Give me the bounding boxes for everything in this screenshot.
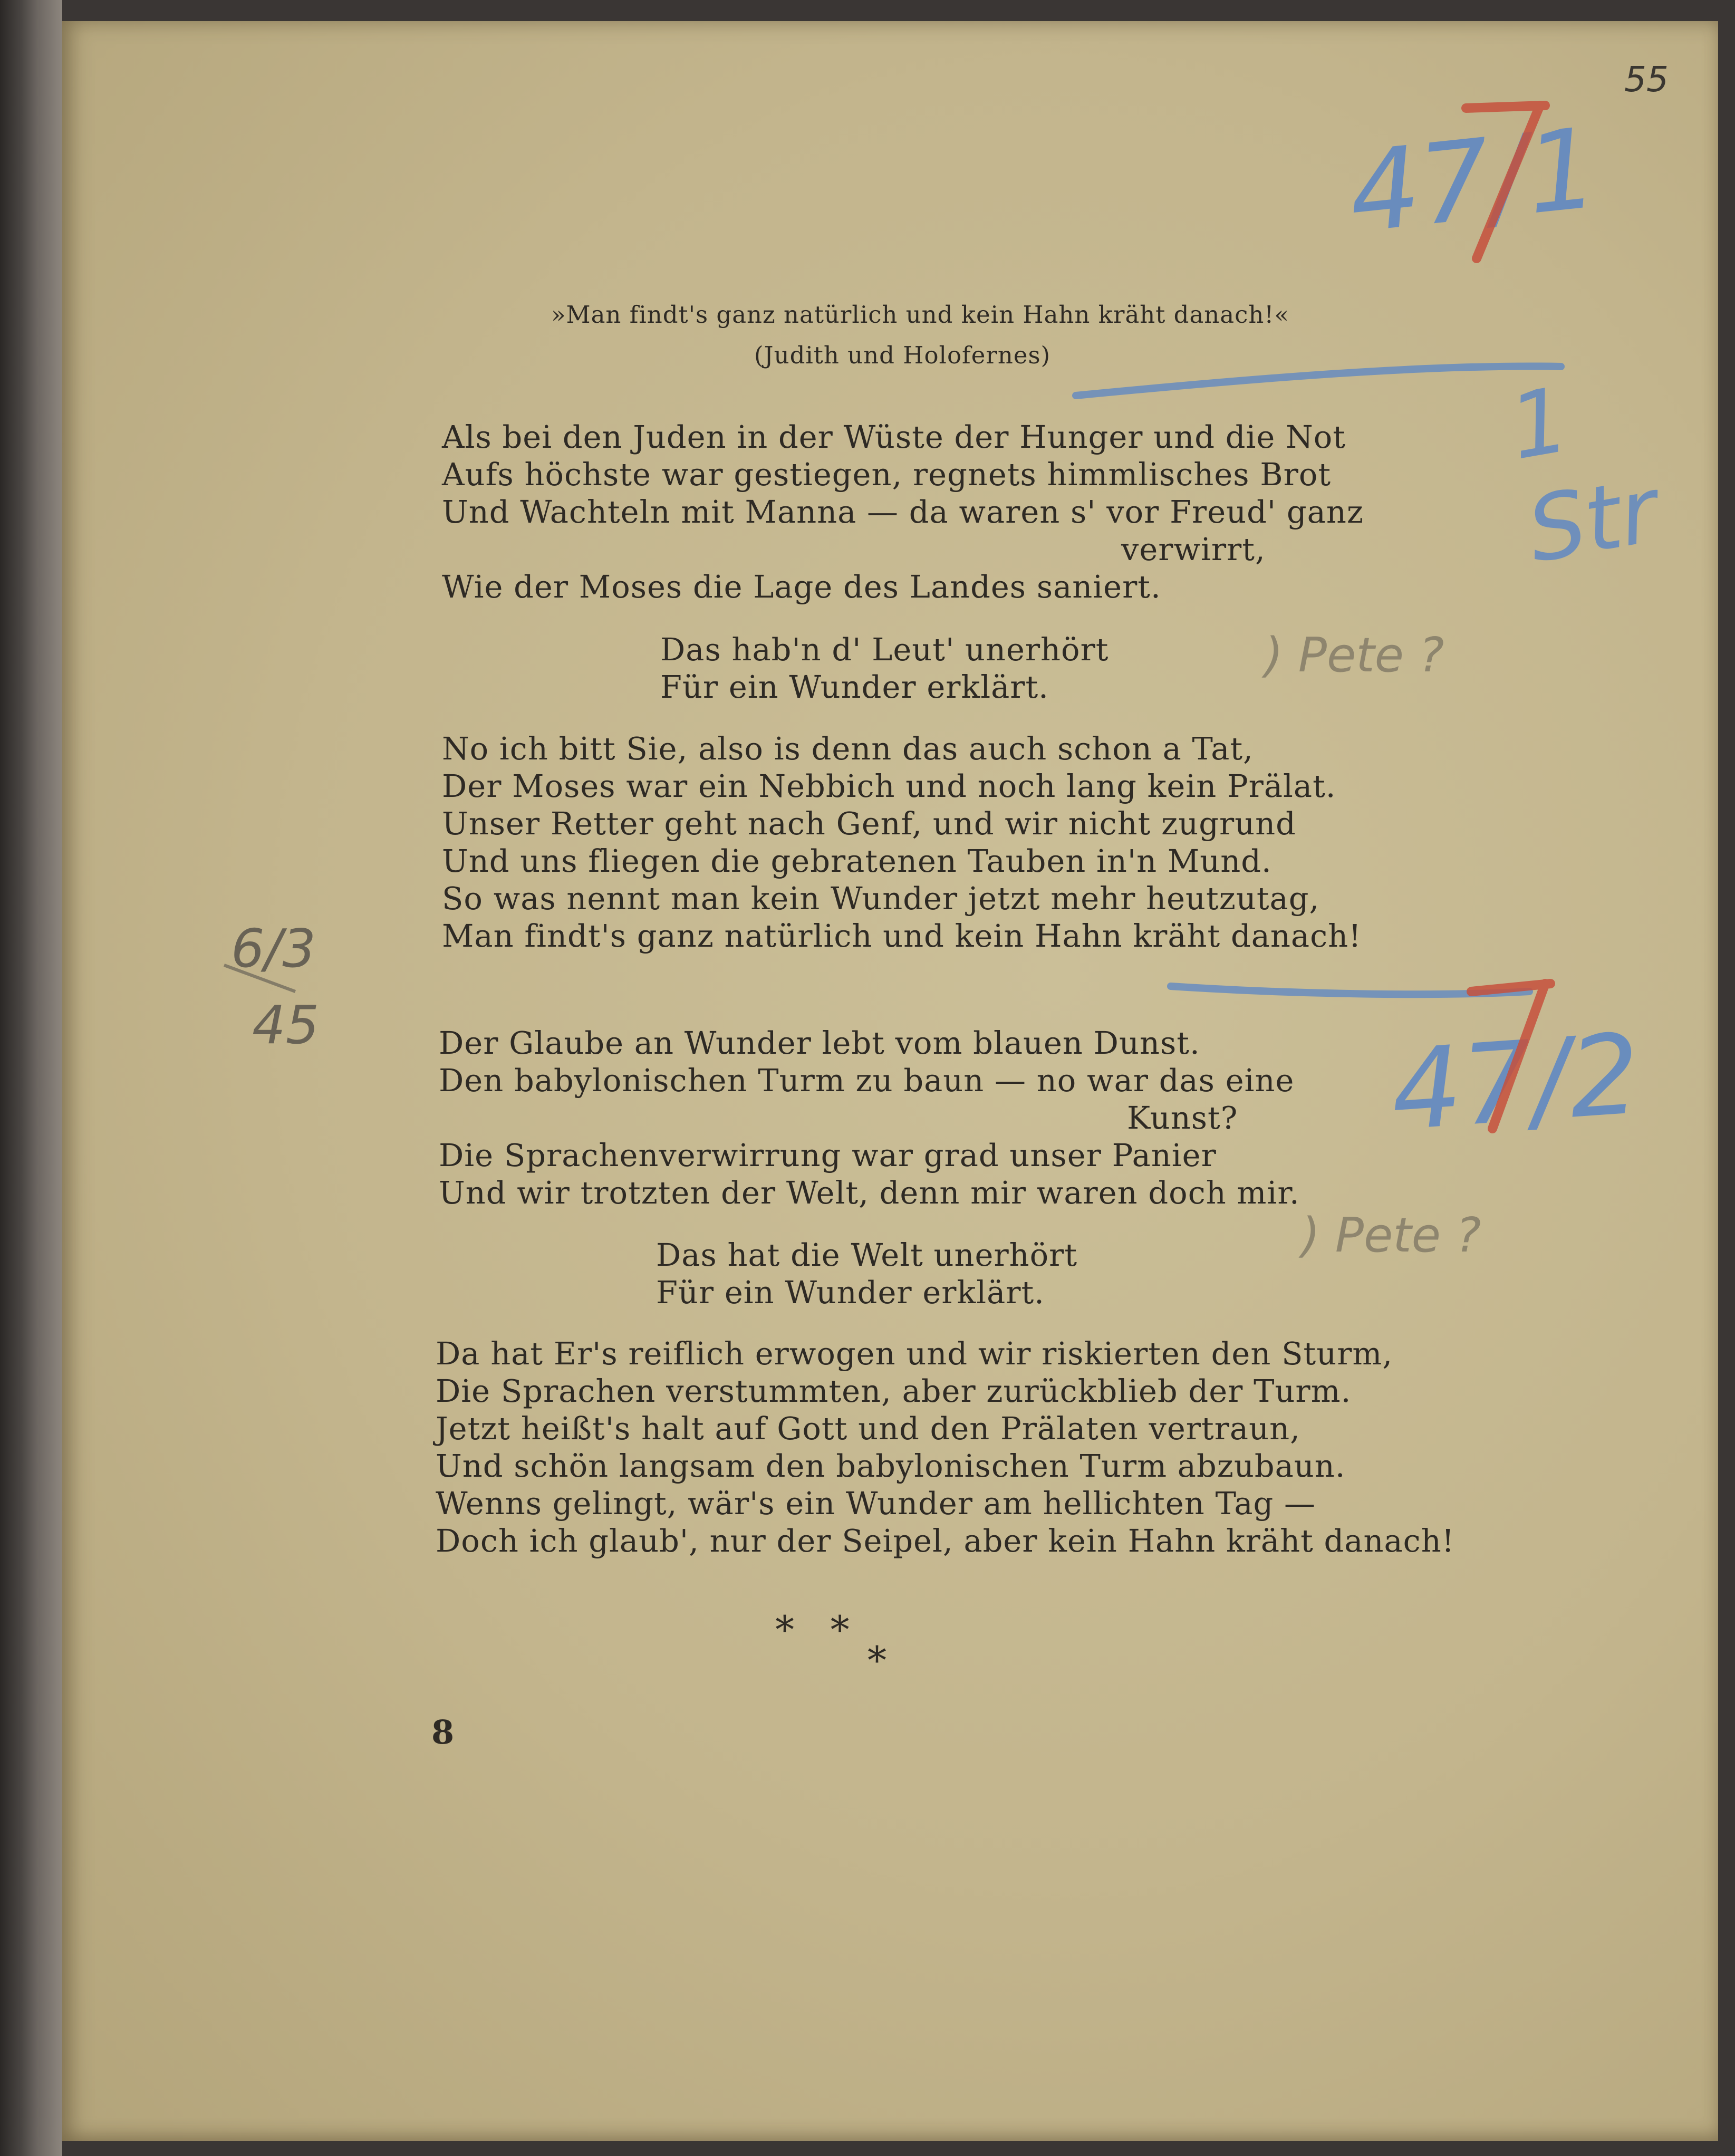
stanza4-line: Und schön langsam den babylonischen Turm abzubaun. [436, 1448, 1346, 1484]
stanza1-line: Aufs höchste war gestiegen, regnets himmlisches Brot [442, 456, 1332, 493]
stanza2-line: Der Moses war ein Nebbich und noch lang kein Prälat. [442, 768, 1336, 804]
ornament-star-bottom: * [868, 1638, 886, 1682]
stanza2-line: Unser Retter geht nach Genf, und wir nicht zugrund [442, 805, 1296, 842]
book-binding [0, 0, 62, 2156]
stanza3-line: Den babylonischen Turm zu baun — no war das eine [439, 1062, 1295, 1099]
pencil-note-1: ) Pete ? [1265, 628, 1444, 683]
page-number: 8 [431, 1713, 455, 1751]
stanza1-line: verwirrt, [1121, 531, 1266, 567]
stanza1-line: Und Wachteln mit Manna — da waren s' vor Freud' ganz [442, 494, 1364, 530]
stanza4-line: Doch ich glaub', nur der Seipel, aber kein Hahn kräht danach! [436, 1523, 1455, 1559]
blue-pencil-annotation-47-2: 47/2 [1387, 1009, 1644, 1156]
stanza1-line: Wie der Moses die Lage des Landes saniert. [442, 569, 1161, 605]
stanza2-line: So was nennt man kein Wunder jetzt mehr heutzutag, [442, 880, 1320, 917]
folio-number: 55 [1624, 59, 1669, 100]
pencil-note-2: ) Pete ? [1302, 1208, 1481, 1263]
epigraph-quote: »Man findt's ganz natürlich und kein Hahn kräht danach!« [551, 301, 1289, 329]
refrain1-line: Das hab'n d' Leut' unerhört [660, 631, 1109, 668]
document-page [62, 21, 1718, 2141]
stanza2-line: No ich bitt Sie, also is denn das auch schon a Tat, [442, 730, 1254, 767]
refrain2-line: Das hat die Welt unerhört [656, 1237, 1078, 1273]
ornament-stars-top: * * [775, 1608, 850, 1652]
stanza2-line: Man findt's ganz natürlich und kein Hahn kräht danach! [442, 918, 1362, 954]
margin-fraction-top: 6/3 [231, 918, 316, 979]
stanza2-line: Und uns fliegen die gebratenen Tauben in'n Mund. [442, 843, 1272, 879]
stanza4-line: Wenns gelingt, wär's ein Wunder am hellichten Tag — [436, 1485, 1316, 1522]
epigraph-source: (Judith und Holofernes) [754, 341, 1051, 369]
blue-pencil-annotation-1-str: 1 Str [1502, 368, 1666, 583]
stanza1-line: Als bei den Juden in der Wüste der Hunger und die Not [442, 419, 1346, 455]
stanza4-line: Jetzt heißt's halt auf Gott und den Prälaten vertraun, [436, 1410, 1300, 1447]
stanza4-line: Die Sprachen verstummten, aber zurückblieb der Turm. [436, 1373, 1352, 1409]
stanza3-line: Der Glaube an Wunder lebt vom blauen Dunst. [439, 1025, 1200, 1061]
stanza3-line: Kunst? [1127, 1100, 1238, 1136]
margin-fraction-bottom: 45 [252, 994, 320, 1056]
stanza3-line: Und wir trotzten der Welt, denn mir waren doch mir. [439, 1175, 1300, 1211]
blue-pencil-annotation-47-1: 47/1 [1343, 103, 1604, 258]
refrain1-line: Für ein Wunder erklärt. [660, 669, 1049, 705]
stanza4-line: Da hat Er's reiflich erwogen und wir riskierten den Sturm, [436, 1335, 1393, 1372]
refrain2-line: Für ein Wunder erklärt. [656, 1274, 1045, 1311]
stanza3-line: Die Sprachenverwirrung war grad unser Panier [439, 1137, 1217, 1173]
